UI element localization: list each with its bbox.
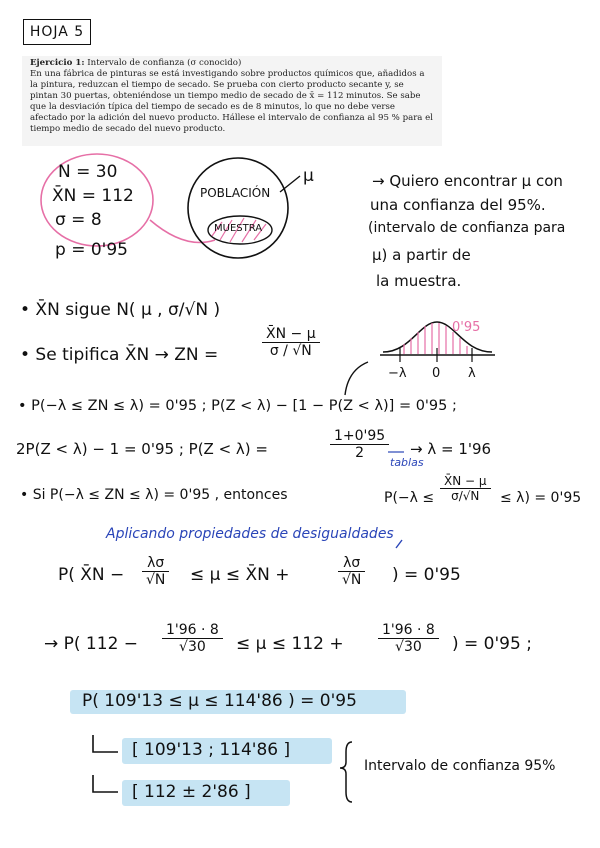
s5-numerator: X̄N − μ: [440, 474, 491, 489]
step-distribution: • X̄N sigue N( μ , σ/√N ): [20, 300, 221, 320]
standardize-denominator: σ / √N: [269, 343, 312, 359]
s7-part-a: → P( 112 −: [44, 634, 139, 654]
bell-probability-label: 0'95: [452, 320, 481, 335]
s6-part-c: ) = 0'95: [392, 565, 461, 585]
step-if-then: • Si P(−λ ≤ ZN ≤ λ) = 0'95 , entonces: [20, 487, 288, 503]
mu-arrow: [280, 176, 300, 192]
s5-fraction: [440, 474, 491, 503]
result-brace: [340, 742, 352, 802]
s6-fraction-2: [338, 555, 365, 588]
result-interval: [ 109'13 ; 114'86 ]: [132, 740, 291, 760]
given-sigma: σ = 8: [55, 210, 102, 230]
s6-part-b: ≤ μ ≤ X̄N +: [190, 565, 290, 585]
s7-part-c: ) = 0'95 ;: [452, 634, 532, 654]
lambda-fraction: [330, 428, 389, 461]
step-lambda-left: 2P(Z < λ) − 1 = 0'95 ; P(Z < λ) =: [16, 440, 268, 458]
step-standardize: • Se tipifica X̄N → ZN =: [20, 345, 219, 365]
s6-numerator-2: λσ: [338, 555, 365, 572]
s6-fraction-1: [142, 555, 169, 588]
goal-line-2: una confianza del 95%.: [370, 196, 546, 214]
s5-formula-left: P(−λ ≤: [384, 490, 435, 506]
result-arrow-1: [93, 735, 118, 752]
given-n: N = 30: [58, 162, 118, 182]
result-arrow-2: [93, 775, 118, 792]
bell-tick-neg: −λ: [388, 366, 407, 381]
exercise-body: En una fábrica de pinturas se está investigando sobre productos químicos que, añadidos a la pintura, reduzcan el tiempo de secado. Se prueba con cierto producto secante y, se pintan 30 puertas, obteniéndose un tiempo medio de secado de x̄ = 112 minutos. Se sabe que la desviación típica del tiempo de secado es de 8 minutos, lo que no debe verse afectado por la adición del nuevo producto. Hállese el intervalo de confianza al 95 % para el tiempo medio de secado del nuevo producto.: [30, 69, 433, 134]
s7-fraction-1: [162, 622, 223, 655]
standardize-numerator: X̄N − μ: [262, 326, 320, 343]
standardize-fraction: [262, 326, 320, 359]
step-probability-eq: • P(−λ ≤ ZN ≤ λ) = 0'95 ; P(Z < λ) − [1 − P(Z < λ)] = 0'95 ;: [18, 398, 457, 414]
s6-denominator-1: √N: [146, 572, 166, 588]
apply-arrow: [396, 540, 402, 548]
final-probability: P( 109'13 ≤ μ ≤ 114'86 ) = 0'95: [82, 691, 357, 711]
s7-fraction-2: [378, 622, 439, 655]
sheet-label: HOJA 5: [23, 19, 91, 45]
goal-line-5: la muestra.: [376, 272, 462, 290]
s5-denominator: σ/√N: [451, 489, 480, 503]
s6-denominator-2: √N: [342, 572, 362, 588]
given-p: p = 0'95: [55, 240, 128, 260]
lambda-numerator: 1+0'95: [330, 428, 389, 445]
s7-denominator-1: √30: [179, 639, 206, 655]
goal-line-1: → Quiero encontrar μ con: [372, 172, 563, 190]
bell-tick-zero: 0: [432, 366, 441, 381]
givens-connector: [150, 220, 215, 243]
population-label: POBLACIÓN: [200, 186, 271, 200]
population-circle: [188, 158, 288, 258]
result-compact: [ 112 ± 2'86 ]: [132, 782, 251, 802]
s7-part-b: ≤ μ ≤ 112 +: [236, 634, 344, 654]
s7-numerator-1: 1'96 · 8: [162, 622, 223, 639]
goal-line-3: (intervalo de confianza para: [368, 220, 566, 236]
goal-line-4: μ) a partir de: [372, 246, 471, 264]
s6-numerator-1: λσ: [142, 555, 169, 572]
given-mean: X̄N = 112: [52, 186, 134, 206]
s7-numerator-2: 1'96 · 8: [378, 622, 439, 639]
exercise-title: Ejercicio 1:: [30, 58, 85, 68]
s5-formula-right: ≤ λ) = 0'95: [500, 490, 582, 506]
exercise-subtitle: Intervalo de confianza (σ conocido): [87, 58, 242, 68]
apply-properties-note: Aplicando propiedades de desigualdades: [106, 526, 394, 542]
sample-label: MUESTRA: [214, 223, 263, 234]
lambda-denominator: 2: [355, 445, 365, 461]
bell-pointer-arrow: [345, 362, 368, 395]
s6-part-a: P( X̄N −: [58, 565, 125, 585]
result-label: Intervalo de confianza 95%: [364, 758, 556, 774]
lambda-value: → λ = 1'96: [410, 440, 492, 458]
s7-denominator-2: √30: [395, 639, 422, 655]
bell-tick-pos: λ: [468, 366, 476, 381]
tablas-note: tablas: [390, 456, 424, 469]
mu-symbol: μ: [303, 166, 314, 186]
